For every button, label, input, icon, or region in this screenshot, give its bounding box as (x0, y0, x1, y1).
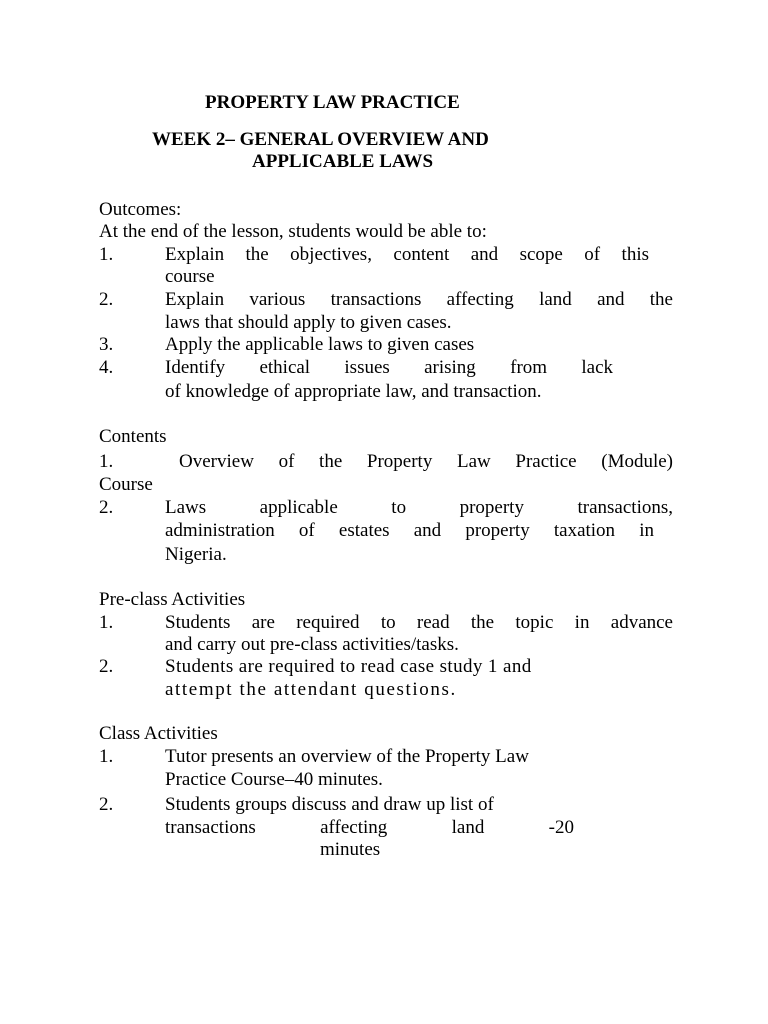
outcome-number: 1. (99, 244, 114, 265)
preclass-number: 2. (99, 656, 114, 677)
preclass-number: 1. (99, 612, 114, 633)
document-title: PROPERTY LAW PRACTICE (205, 92, 460, 113)
outcomes-intro: At the end of the lesson, students would be able to: (99, 221, 487, 242)
outcome-text: Identify ethical issues arising from lack (165, 357, 613, 378)
class-activity-text: Students groups discuss and draw up list of (165, 794, 494, 815)
outcome-text-continued: laws that should apply to given cases. (165, 312, 452, 333)
outcome-number: 3. (99, 334, 114, 355)
contents-number: 1. (99, 451, 114, 472)
outcome-text: Apply the applicable laws to given cases (165, 334, 475, 355)
contents-text-continued: Course (99, 474, 153, 495)
document-subtitle-line2: APPLICABLE LAWS (252, 151, 434, 172)
outcome-text-continued: course (165, 266, 215, 287)
preclass-text: Students are required to read case study 1 and (165, 656, 532, 677)
outcome-text: Explain the objectives, content and scope of this (165, 244, 649, 265)
preclass-text: Students are required to read the topic in advance (165, 612, 673, 633)
preclass-text-continued: and carry out pre-class activities/tasks. (165, 634, 459, 655)
outcome-number: 2. (99, 289, 114, 310)
outcome-number: 4. (99, 357, 114, 378)
contents-text-continued: Nigeria. (165, 544, 227, 565)
outcomes-heading: Outcomes: (99, 199, 182, 220)
contents-text: Laws applicable to property transactions, (165, 497, 673, 518)
class-activity-text-continued: transactions affecting land -20 (165, 817, 574, 838)
contents-number: 2. (99, 497, 114, 518)
class-activity-text: Tutor presents an overview of the Property Law (165, 746, 529, 767)
class-activity-text-continued: minutes (320, 839, 381, 860)
document-subtitle-line1: WEEK 2– GENERAL OVERVIEW AND (152, 129, 489, 150)
contents-text-continued: administration of estates and property taxation in (165, 520, 654, 541)
contents-text: Overview of the Property Law Practice (Module) (179, 451, 673, 472)
outcome-text: Explain various transactions affecting land and the (165, 289, 673, 310)
class-activity-number: 1. (99, 746, 114, 767)
outcome-text-continued: of knowledge of appropriate law, and transaction. (165, 381, 542, 402)
preclass-text-continued: attempt the attendant questions. (165, 679, 457, 700)
class-activity-text-continued: Practice Course–40 minutes. (165, 769, 383, 790)
class-activities-heading: Class Activities (99, 723, 218, 744)
class-activity-number: 2. (99, 794, 114, 815)
contents-heading: Contents (99, 426, 167, 447)
preclass-heading: Pre-class Activities (99, 589, 246, 610)
